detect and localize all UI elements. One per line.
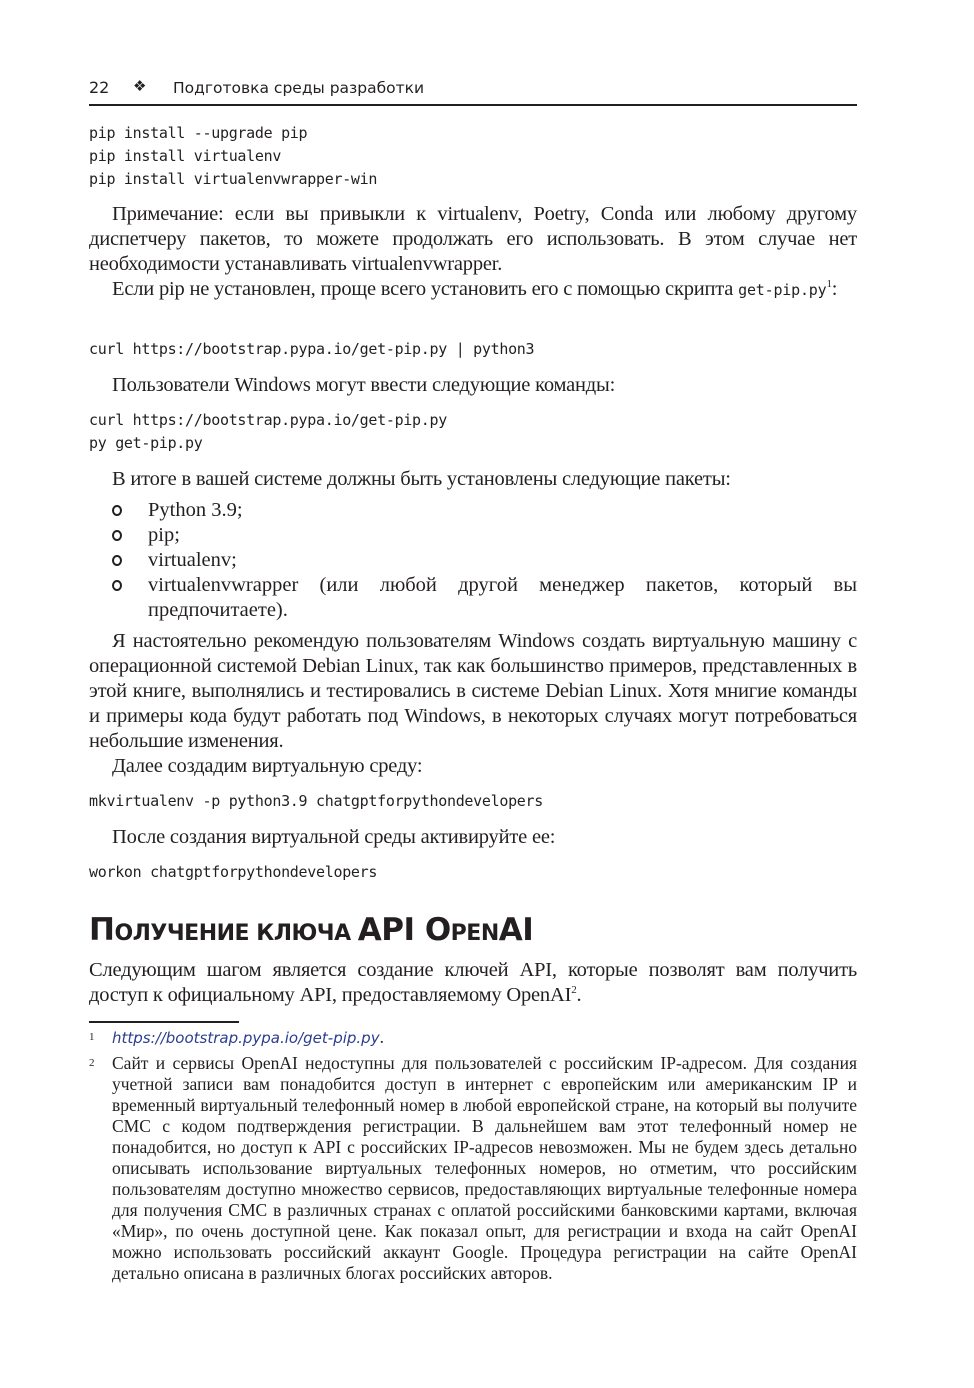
footnote-link[interactable]: https://bootstrap.pypa.io/get-pip.py xyxy=(112,1029,380,1047)
code-block-curl-windows xyxy=(89,409,447,455)
list-item xyxy=(89,548,857,573)
text: Если pip не установлен, проще всего установить его с помощью скрипта xyxy=(112,278,739,300)
code-line: curl https://bootstrap.pypa.io/get-pip.py | python3 xyxy=(89,340,535,358)
code-line: mkvirtualenv -p python3.9 chatgptforpythondevelopers xyxy=(89,792,544,810)
footnote-number: 1 xyxy=(89,1031,95,1043)
code-block-mkvirtualenv xyxy=(89,790,543,813)
paragraph-note: Примечание: если вы привыкли к virtualenv, Poetry, Conda или любому другому диспетчеру пакетов, то можете продолжать его использовать. В этом случае нет необходимости устанавливать virtualenvwrapper. xyxy=(89,203,857,275)
footnote-ref-2[interactable]: 2 xyxy=(571,984,577,997)
text: . xyxy=(379,1027,384,1047)
list-item xyxy=(89,573,857,623)
heading-text: ОЛУЧЕНИЕ КЛЮЧА xyxy=(114,921,358,946)
page-number: 22 xyxy=(89,78,110,97)
code-line: workon chatgptforpythondevelopers xyxy=(89,863,378,881)
code-block-install xyxy=(89,122,377,191)
list-item-text: pip; xyxy=(148,524,180,546)
list-item-text: virtualenvwrapper (или любой другой менеджер пакетов, который вы предпочитаете). xyxy=(148,574,857,621)
code-line: pip install virtualenv xyxy=(89,147,282,165)
text: Следующим шагом является создание ключей API, которые позволят вам получить доступ к официальному API, предоставляемому OpenAI xyxy=(89,959,857,1006)
code-block-curl-linux xyxy=(89,338,534,361)
list-item xyxy=(89,523,857,548)
circle-bullet-icon xyxy=(112,530,122,541)
list-item-text: virtualenv; xyxy=(148,549,237,571)
footnote-divider xyxy=(89,1021,239,1023)
heading-text: PEN xyxy=(450,921,499,946)
list-item-text: Python 3.9; xyxy=(148,499,243,521)
heading-text: П xyxy=(89,912,115,948)
paragraph-windows-users: Пользователи Windows могут ввести следующие команды: xyxy=(112,374,616,396)
code-line: py get-pip.py xyxy=(89,434,203,452)
paragraph-activate-env: После создания виртуальной среды активируйте ее: xyxy=(112,826,556,848)
list-item xyxy=(89,498,857,523)
text: : xyxy=(831,278,838,300)
code-block-workon xyxy=(89,861,377,884)
heading-text: AI xyxy=(498,912,534,948)
footnote-1 xyxy=(89,1027,857,1049)
ornament-icon: ❖ xyxy=(133,77,147,95)
circle-bullet-icon xyxy=(112,580,122,591)
heading-text: O xyxy=(424,912,451,948)
running-header xyxy=(89,76,857,106)
footnote-ref-1[interactable]: 1 xyxy=(826,278,832,291)
heading-text: API xyxy=(357,912,425,948)
code-line: pip install virtualenvwrapper-win xyxy=(89,170,378,188)
text: . xyxy=(576,984,582,1006)
footnote-text: Сайт и сервисы OpenAI недоступны для пользователей с российским IP-адресом. Для создания учетной записи вам понадобится доступ в интернет с европейским или американским IP и временный виртуальный телефонный номер в любой европейской стране, на который вы получите СМС с кодом подтверждения регистрации. В дальнейшем вам этот телефонный номер не понадобится, но доступ к API с российских IP-адресов невозможен. Мы не будем здесь детально описывать использование виртуальных телефонных номеров, но отметим, что российским пользователям доступно множество сервисов, предоставляющих виртуальные телефонные номера для получения СМС в различных странах с оплатой российскими банковскими картами, включая «Мир», по очень доступной цене. Как показал опыт, для регистрации и входа на сайт OpenAI можно использовать российский аккаунт Google. Процедура регистрации на сайте OpenAI детально описана в различных блогах российских авторов. xyxy=(112,1053,857,1283)
chapter-title: Подготовка среды разработки xyxy=(173,79,425,97)
code-line: curl https://bootstrap.pypa.io/get-pip.py xyxy=(89,411,447,429)
paragraph-pip-missing xyxy=(89,277,857,303)
code-line: pip install --upgrade pip xyxy=(89,124,308,142)
paragraph-api-intro xyxy=(89,958,857,1008)
inline-code: get-pip.py xyxy=(738,281,827,299)
circle-bullet-icon xyxy=(112,555,122,566)
circle-bullet-icon xyxy=(112,505,122,516)
package-list xyxy=(89,498,857,623)
footnote-number: 2 xyxy=(89,1057,95,1069)
section-heading xyxy=(89,910,533,954)
paragraph-packages-intro: В итоге в вашей системе должны быть установлены следующие пакеты: xyxy=(112,468,731,490)
paragraph-create-env: Далее создадим виртуальную среду: xyxy=(112,755,423,777)
footnote-2 xyxy=(89,1053,857,1284)
paragraph-recommend: Я настоятельно рекомендую пользователям Windows создать виртуальную машину с операционной системой Debian Linux, так как большинство примеров, представленных в этой книге, выполнялись и тестировались в системе Debian Linux. Хотя мнигие команды и примеры кода будут работать под Windows, в некоторых случаях могут потребоваться небольшие изменения. xyxy=(89,630,857,752)
